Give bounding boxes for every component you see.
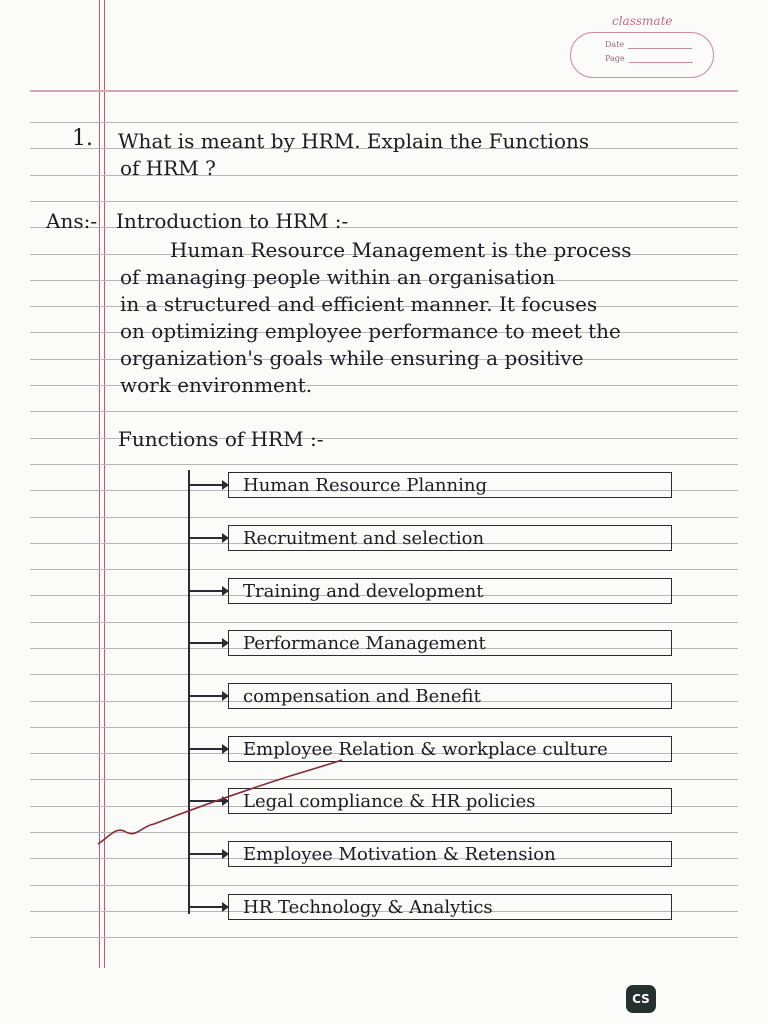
functions-heading: Functions of HRM :- — [118, 427, 324, 451]
arrow-icon — [188, 537, 228, 539]
function-box-training — [228, 578, 672, 604]
ruled-line — [30, 122, 738, 123]
function-label: Legal compliance & HR policies — [243, 791, 536, 812]
ruled-line — [30, 411, 738, 412]
answer-paragraph-line-3: in a structured and efficient manner. It focuses — [120, 292, 598, 316]
ruled-line — [30, 464, 738, 465]
answer-paragraph-line-6: work environment. — [120, 373, 313, 397]
function-label: Recruitment and selection — [243, 528, 485, 549]
ruled-line — [30, 569, 738, 570]
arrow-icon — [188, 695, 228, 697]
function-label: HR Technology & Analytics — [243, 897, 493, 918]
question-line-1: What is meant by HRM. Explain the Functions — [118, 129, 590, 153]
date-field — [605, 40, 692, 49]
answer-paragraph-line-4: on optimizing employee performance to meet the — [120, 319, 621, 343]
ruled-line — [30, 937, 738, 938]
answer-paragraph-line-5: organization's goals while ensuring a positive — [120, 346, 584, 370]
function-box-performance — [228, 630, 672, 656]
arrow-icon — [188, 590, 228, 592]
question-number: 1. — [72, 126, 93, 151]
answer-prefix: Ans:- — [46, 209, 98, 233]
ruled-line — [30, 201, 738, 202]
function-label: Performance Management — [243, 633, 486, 654]
top-rule — [30, 90, 738, 92]
answer-paragraph-line-1: Human Resource Management is the process — [170, 238, 632, 262]
arrow-icon — [188, 853, 228, 855]
date-page-stamp — [570, 32, 714, 78]
camscanner-badge: CS — [626, 985, 656, 1013]
date-label: Date — [605, 40, 625, 49]
notebook-brand: classmate — [612, 14, 673, 28]
arrow-icon — [188, 906, 228, 908]
arrow-icon — [188, 484, 228, 486]
function-box-hr-planning — [228, 472, 672, 498]
function-box-hr-technology — [228, 894, 672, 920]
question-line-2: of HRM ? — [120, 156, 216, 180]
ruled-line — [30, 517, 738, 518]
function-box-compensation — [228, 683, 672, 709]
answer-heading: Introduction to HRM :- — [116, 209, 349, 233]
page-field — [605, 54, 693, 63]
function-label: Employee Motivation & Retension — [243, 844, 556, 865]
answer-paragraph-line-2: of managing people within an organisation — [120, 265, 556, 289]
pen-scribble — [90, 740, 350, 850]
function-label: Human Resource Planning — [243, 475, 487, 496]
ruled-line — [30, 885, 738, 886]
arrow-icon — [188, 642, 228, 644]
ruled-line — [30, 727, 738, 728]
function-label: compensation and Benefit — [243, 686, 481, 707]
function-box-recruitment — [228, 525, 672, 551]
ruled-line — [30, 622, 738, 623]
ruled-line — [30, 674, 738, 675]
function-label: Employee Relation & workplace culture — [243, 739, 608, 760]
page-label: Page — [605, 54, 625, 63]
function-label: Training and development — [243, 581, 484, 602]
